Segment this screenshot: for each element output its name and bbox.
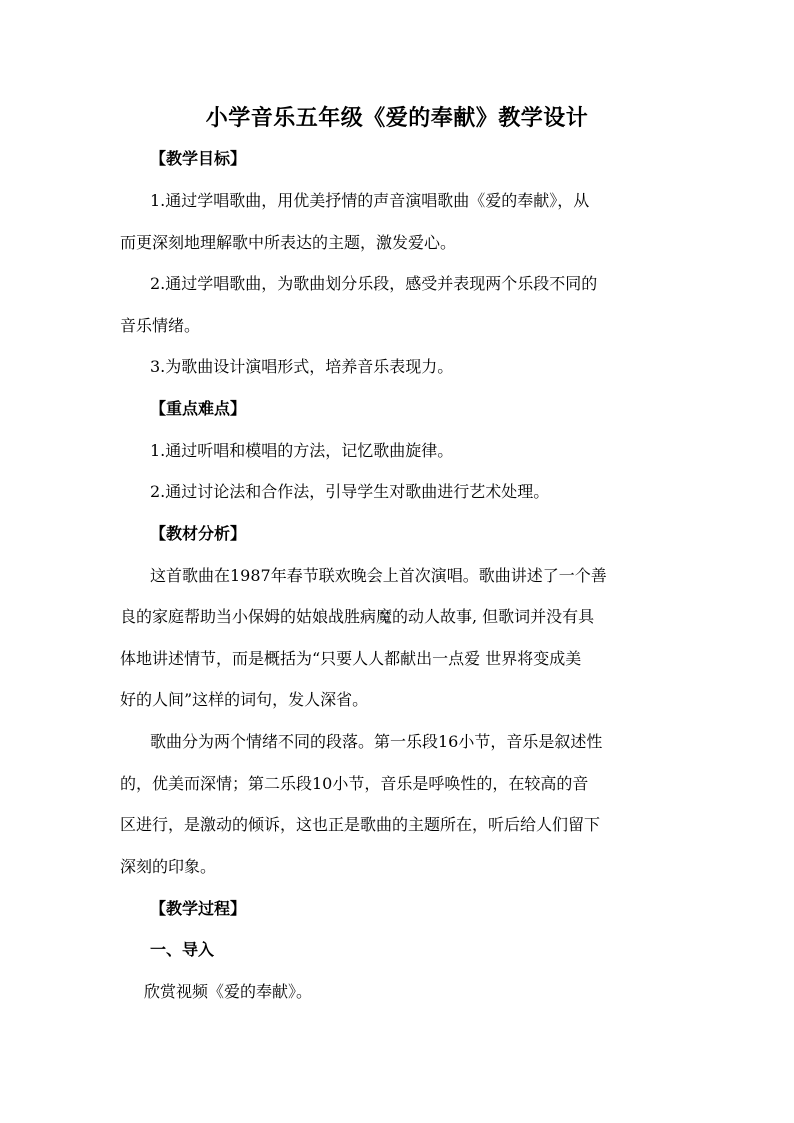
objective-line-3: 2.通过学唱歌曲，为歌曲划分乐段，感受并表现两个乐段不同的 [150,274,598,293]
analysis-line-7: 区进行，是激动的倾诉，这也正是歌曲的主题所在，听后给人们留下 [120,815,601,834]
analysis-line-6: 的，优美而深情；第二乐段10小节，音乐是呼唤性的，在较高的音 [120,774,589,793]
analysis-line-2: 良的家庭帮助当小保姆的姑娘战胜病魔的动人故事, 但歌词并没有具 [120,607,595,626]
section-heading-process: 【教学过程】 [150,899,247,918]
section-heading-analysis: 【教材分析】 [150,524,247,543]
analysis-line-4: 好的人间”这样的词句，发人深省。 [120,690,369,709]
objective-line-1: 1.通过学唱歌曲，用优美抒情的声音演唱歌曲《爱的奉献》，从 [150,191,590,210]
analysis-line-8: 深刻的印象。 [120,857,217,876]
process-subheading-intro: 一、导入 [150,940,215,959]
section-heading-objectives: 【教学目标】 [150,149,247,168]
analysis-line-5: 歌曲分为两个情绪不同的段落。第一乐段16小节，音乐是叙述性 [150,732,603,751]
keypoint-line-1: 1.通过听唱和模唱的方法，记忆歌曲旋律。 [150,441,454,460]
objective-line-5: 3.为歌曲设计演唱形式，培养音乐表现力。 [150,357,454,376]
objective-line-2: 而更深刻地理解歌中所表达的主题，激发爱心。 [120,233,457,252]
process-line-1: 欣赏视频《爱的奉献》。 [144,982,313,1001]
keypoint-line-2: 2.通过讨论法和合作法，引导学生对歌曲进行艺术处理。 [150,482,550,501]
analysis-line-3: 体地讲述情节，而是概括为“只要人人都献出一点爱 世界将变成美 [120,649,582,668]
analysis-line-1: 这首歌曲在1987年春节联欢晚会上首次演唱。歌曲讲述了一个善 [150,566,607,585]
objective-line-4: 音乐情绪。 [120,316,201,335]
document-title: 小学音乐五年级《爱的奉献》教学设计 [205,105,589,131]
section-heading-keypoints: 【重点难点】 [150,399,247,418]
